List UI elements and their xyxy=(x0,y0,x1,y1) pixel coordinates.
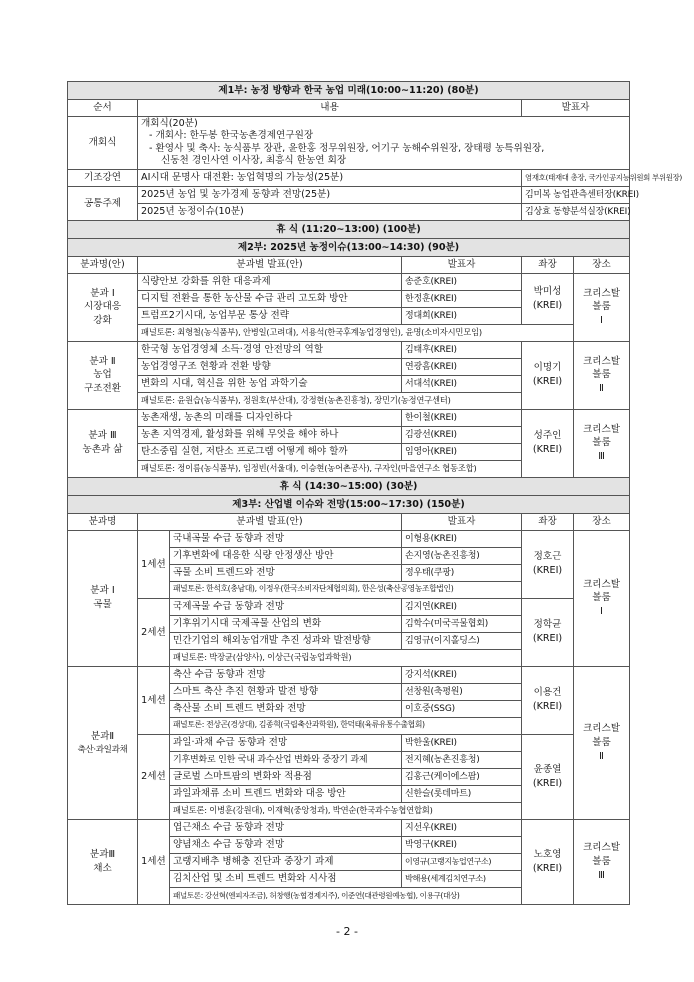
session-label: 2세션 xyxy=(138,734,170,819)
panel-discussion: 패널토론: 한석호(충남대), 이정우(한국소비자단체협의회), 한은성(축산공영농조합법인) xyxy=(170,581,522,598)
talk-presenter: 김지연(KREI) xyxy=(402,598,522,615)
s3-header-chair: 좌장 xyxy=(522,513,574,530)
talk-topic: 엽근채소 수급 동향과 전망 xyxy=(170,819,402,836)
talk-topic: 한국형 농업경영체 소득·경영 안전망의 역할 xyxy=(138,341,402,358)
common-topic: 2025년 농정이슈(10분) xyxy=(138,203,522,220)
panel-discussion: 패널토론: 강선혁(엔피자조금), 허창행(농협경제지주), 이준연(대관령원예농협), 이용구(대상) xyxy=(170,887,522,904)
talk-presenter: 한정훈(KREI) xyxy=(402,290,522,307)
session2-banner: 제2부: 2025년 농정이슈(13:00∼14:30) (90분) xyxy=(68,238,630,256)
panel-discussion: 패널토론: 이병훈(강원대), 이재혁(중앙청과), 박연순(한국과수농협연합회) xyxy=(170,802,522,819)
talk-topic: 식량안보 강화를 위한 대응과제 xyxy=(138,273,402,290)
talk-topic: 과일·과채 수급 동향과 전망 xyxy=(170,734,402,751)
panel-discussion: 패널토론: 박장균(삼양사), 이상근(국립농업과학원) xyxy=(170,649,522,666)
talk-presenter: 임영아(KREI) xyxy=(402,443,522,460)
talk-topic: 트럼프2기시대, 농업부문 통상 전략 xyxy=(138,307,402,324)
program-table xyxy=(67,81,682,905)
talk-presenter: 김광선(KREI) xyxy=(402,426,522,443)
talk-row xyxy=(68,341,630,358)
s2-header-venue: 장소 xyxy=(574,256,630,273)
common-label: 공통주제 xyxy=(68,186,138,220)
talk-topic: 농업경영구조 현황과 전환 방향 xyxy=(138,358,402,375)
venue: 크리스탈 볼룸 Ⅲ xyxy=(574,409,630,477)
panel-discussion: 패널토론: 정이름(농식품부), 임정빈(서울대), 이승현(농어촌공사), 구자인(마을연구소 협동조합) xyxy=(138,460,522,477)
venue: 크리스탈 볼룸 Ⅲ xyxy=(574,819,630,904)
keynote-row xyxy=(68,169,630,186)
common-topic: 2025년 농업 및 농가경제 동향과 전망(25분) xyxy=(138,186,522,203)
opening-row xyxy=(68,117,630,170)
s3-header-venue: 장소 xyxy=(574,513,630,530)
talk-presenter: 김태후(KREI) xyxy=(402,341,522,358)
talk-topic: 민간기업의 해외농업개발 추진 성과와 발전방향 xyxy=(170,632,402,649)
talk-presenter: 박영구(KREI) xyxy=(402,836,522,853)
talk-topic: 김치산업 및 소비 트렌드 변화와 시사점 xyxy=(170,870,402,887)
talk-topic: 국제곡물 수급 동향과 전망 xyxy=(170,598,402,615)
talk-presenter: 지선우(KREI) xyxy=(402,819,522,836)
group-name: 분과 Ⅲ 농촌과 삶 xyxy=(68,409,138,477)
talk-topic: 스마트 축산 추진 현황과 발전 방향 xyxy=(170,683,402,700)
common-presenter: 김상효 동향분석실장(KREI) xyxy=(522,203,630,220)
session-label: 1세션 xyxy=(138,819,170,904)
talk-presenter: 선창원(축평원) xyxy=(402,683,522,700)
group-name: 분과 Ⅰ 곡물 xyxy=(68,530,138,666)
talk-row xyxy=(68,273,630,290)
chair: 이용건 (KREI) xyxy=(522,666,574,734)
common-row xyxy=(68,186,630,203)
venue: 크리스탈 볼룸 Ⅰ xyxy=(574,273,630,341)
talk-presenter: 박한울(KREI) xyxy=(402,734,522,751)
s2-header-presenter: 발표자 xyxy=(402,256,522,273)
group-name: 분과 Ⅰ 시장대응 강화 xyxy=(68,273,138,341)
talk-presenter: 서대석(KREI) xyxy=(402,375,522,392)
talk-topic: 기후위기시대 국제곡물 산업의 변화 xyxy=(170,615,402,632)
talk-topic: 기후변화에 대응한 식량 안정생산 방안 xyxy=(170,547,402,564)
chair: 노호영 (KREI) xyxy=(522,819,574,904)
group-name: 분과Ⅱ 축산·과일과채 xyxy=(68,666,138,819)
common-presenter: 김미복 농업관측센터장(KREI) xyxy=(522,186,630,203)
session-label: 2세션 xyxy=(138,598,170,666)
talk-presenter: 전지혜(농촌진흥청) xyxy=(402,751,522,768)
talk-row xyxy=(68,409,630,426)
talk-presenter: 강지석(KREI) xyxy=(402,666,522,683)
panel-discussion: 패널토론: 전상곤(경상대), 김종혁(국립축산과학원), 한덕태(육류유통수출협회) xyxy=(170,717,522,734)
session-label: 1세션 xyxy=(138,666,170,734)
s2-header-chair: 좌장 xyxy=(522,256,574,273)
talk-topic: 기후변화로 인한 국내 과수산업 변화와 중장기 과제 xyxy=(170,751,402,768)
talk-topic: 농촌재생, 농촌의 미래를 디자인하다 xyxy=(138,409,402,426)
chair: 정호근 (KREI) xyxy=(522,530,574,598)
page-number: - 2 - xyxy=(336,925,358,938)
chair: 정학균 (KREI) xyxy=(522,598,574,666)
talk-topic: 디지털 전환을 통한 농산물 수급 관리 고도화 방안 xyxy=(138,290,402,307)
talk-row xyxy=(68,666,630,683)
talk-presenter: 이형용(KREI) xyxy=(402,530,522,547)
talk-presenter: 김학수(미국곡물협회) xyxy=(402,615,522,632)
venue: 크리스탈 볼룸 Ⅰ xyxy=(574,530,630,666)
panel-discussion: 패널토론: 윤원습(농식품부), 정원호(부산대), 강정현(농촌진흥청), 장민기(농정연구센터) xyxy=(138,392,522,409)
talk-topic: 글로벌 스마트팜의 변화와 적용점 xyxy=(170,768,402,785)
talk-topic: 축산물 소비 트렌드 변화와 전망 xyxy=(170,700,402,717)
talk-presenter: 연광흠(KREI) xyxy=(402,358,522,375)
session1-banner: 제1부: 농정 방향과 한국 농업 미래(10:00∼11:20) (80분) xyxy=(68,82,630,100)
session3-banner: 제3부: 산업별 이슈와 전망(15:00∼17:30) (150분) xyxy=(68,495,630,513)
common-row xyxy=(68,203,630,220)
talk-presenter: 한이철(KREI) xyxy=(402,409,522,426)
group-name: 분과Ⅲ 채소 xyxy=(68,819,138,904)
opening-content xyxy=(138,117,630,170)
break-banner: 휴 식 (14:30∼15:00) (30분) xyxy=(68,477,630,495)
opening-line: - 개회사: 한두봉 한국농촌경제연구원장 xyxy=(149,130,314,142)
opening-line: - 환영사 및 축사: 농식품부 장관, 윤한홍 정무위원장, 어기구 농해수위원장, 장태평 농특위원장, xyxy=(149,142,545,154)
talk-presenter: 정대희(KREI) xyxy=(402,307,522,324)
talk-presenter: 신한슬(롯데마트) xyxy=(402,785,522,802)
s2-header-group: 분과명(안) xyxy=(68,256,138,273)
talk-topic: 양념채소 수급 동향과 전망 xyxy=(170,836,402,853)
s2-header-topic: 분과별 발표(안) xyxy=(138,256,402,273)
group-name: 분과 Ⅱ 농업 구조전환 xyxy=(68,341,138,409)
talk-row xyxy=(68,734,630,751)
panel-discussion: 패널토론: 최형철(농식품부), 안병일(고려대), 서용석(한국후계농업경영인), 윤명(소비자시민모임) xyxy=(138,324,574,341)
talk-presenter: 이호중(SSG) xyxy=(402,700,522,717)
talk-topic: 축산 수급 동향과 전망 xyxy=(170,666,402,683)
talk-presenter: 손지영(농촌진흥청) xyxy=(402,547,522,564)
talk-row xyxy=(68,530,630,547)
s3-header-topic: 분과별 발표(안) xyxy=(138,513,402,530)
venue: 크리스탈 볼룸 Ⅱ xyxy=(574,341,630,409)
talk-presenter: 이영규(고랭지농업연구소) xyxy=(402,853,522,870)
chair: 박미성 (KREI) xyxy=(522,273,574,324)
opening-line: 개회식(20분) xyxy=(141,118,198,129)
talk-topic: 변화의 시대, 혁신을 위한 농업 과학기술 xyxy=(138,375,402,392)
panel-row xyxy=(68,324,630,341)
keynote-presenter: 염재호(태재대 총장, 국가인공지능위원회 부위원장) xyxy=(522,169,630,186)
talk-topic: 과일과채류 소비 트렌드 변화와 대응 방안 xyxy=(170,785,402,802)
talk-topic: 탄소중립 실현, 저탄소 프로그램 어떻게 해야 할까 xyxy=(138,443,402,460)
venue: 크리스탈 볼룸 Ⅱ xyxy=(574,666,630,819)
s1-header-presenter: 발표자 xyxy=(522,100,630,117)
talk-topic: 고랭지배추 병해충 진단과 중장기 과제 xyxy=(170,853,402,870)
talk-presenter: 송준호(KREI) xyxy=(402,273,522,290)
talk-topic: 곡물 소비 트렌드와 전망 xyxy=(170,564,402,581)
opening-label: 개회식 xyxy=(68,117,138,170)
s3-header-presenter: 발표자 xyxy=(402,513,522,530)
s1-header-content: 내용 xyxy=(138,100,522,117)
talk-presenter: 김홍근(케이에스팜) xyxy=(402,768,522,785)
break-banner: 휴 식 (11:20∼13:00) (100분) xyxy=(68,220,630,238)
talk-topic: 농촌 지역경제, 활성화를 위해 무엇을 해야 하나 xyxy=(138,426,402,443)
s1-header-order: 순서 xyxy=(68,100,138,117)
s3-header-group: 분과명 xyxy=(68,513,138,530)
talk-row xyxy=(68,819,630,836)
keynote-content: AI시대 문명사 대전환: 농업혁명의 가능성(25분) xyxy=(138,169,522,186)
talk-presenter: 정우태(쿠팡) xyxy=(402,564,522,581)
chair: 이명기 (KREI) xyxy=(522,341,574,409)
opening-line: 신동천 경인사연 이사장, 최흥식 한농연 회장 xyxy=(161,155,347,167)
chair: 성주인 (KREI) xyxy=(522,409,574,477)
session-label: 1세션 xyxy=(138,530,170,598)
talk-row xyxy=(68,598,630,615)
talk-topic: 국내곡물 수급 동향과 전망 xyxy=(170,530,402,547)
talk-presenter: 김영규(이지홀딩스) xyxy=(402,632,522,649)
talk-presenter: 박해용(세계김치연구소) xyxy=(402,870,522,887)
chair: 윤종열 (KREI) xyxy=(522,734,574,819)
keynote-label: 기조강연 xyxy=(68,169,138,186)
